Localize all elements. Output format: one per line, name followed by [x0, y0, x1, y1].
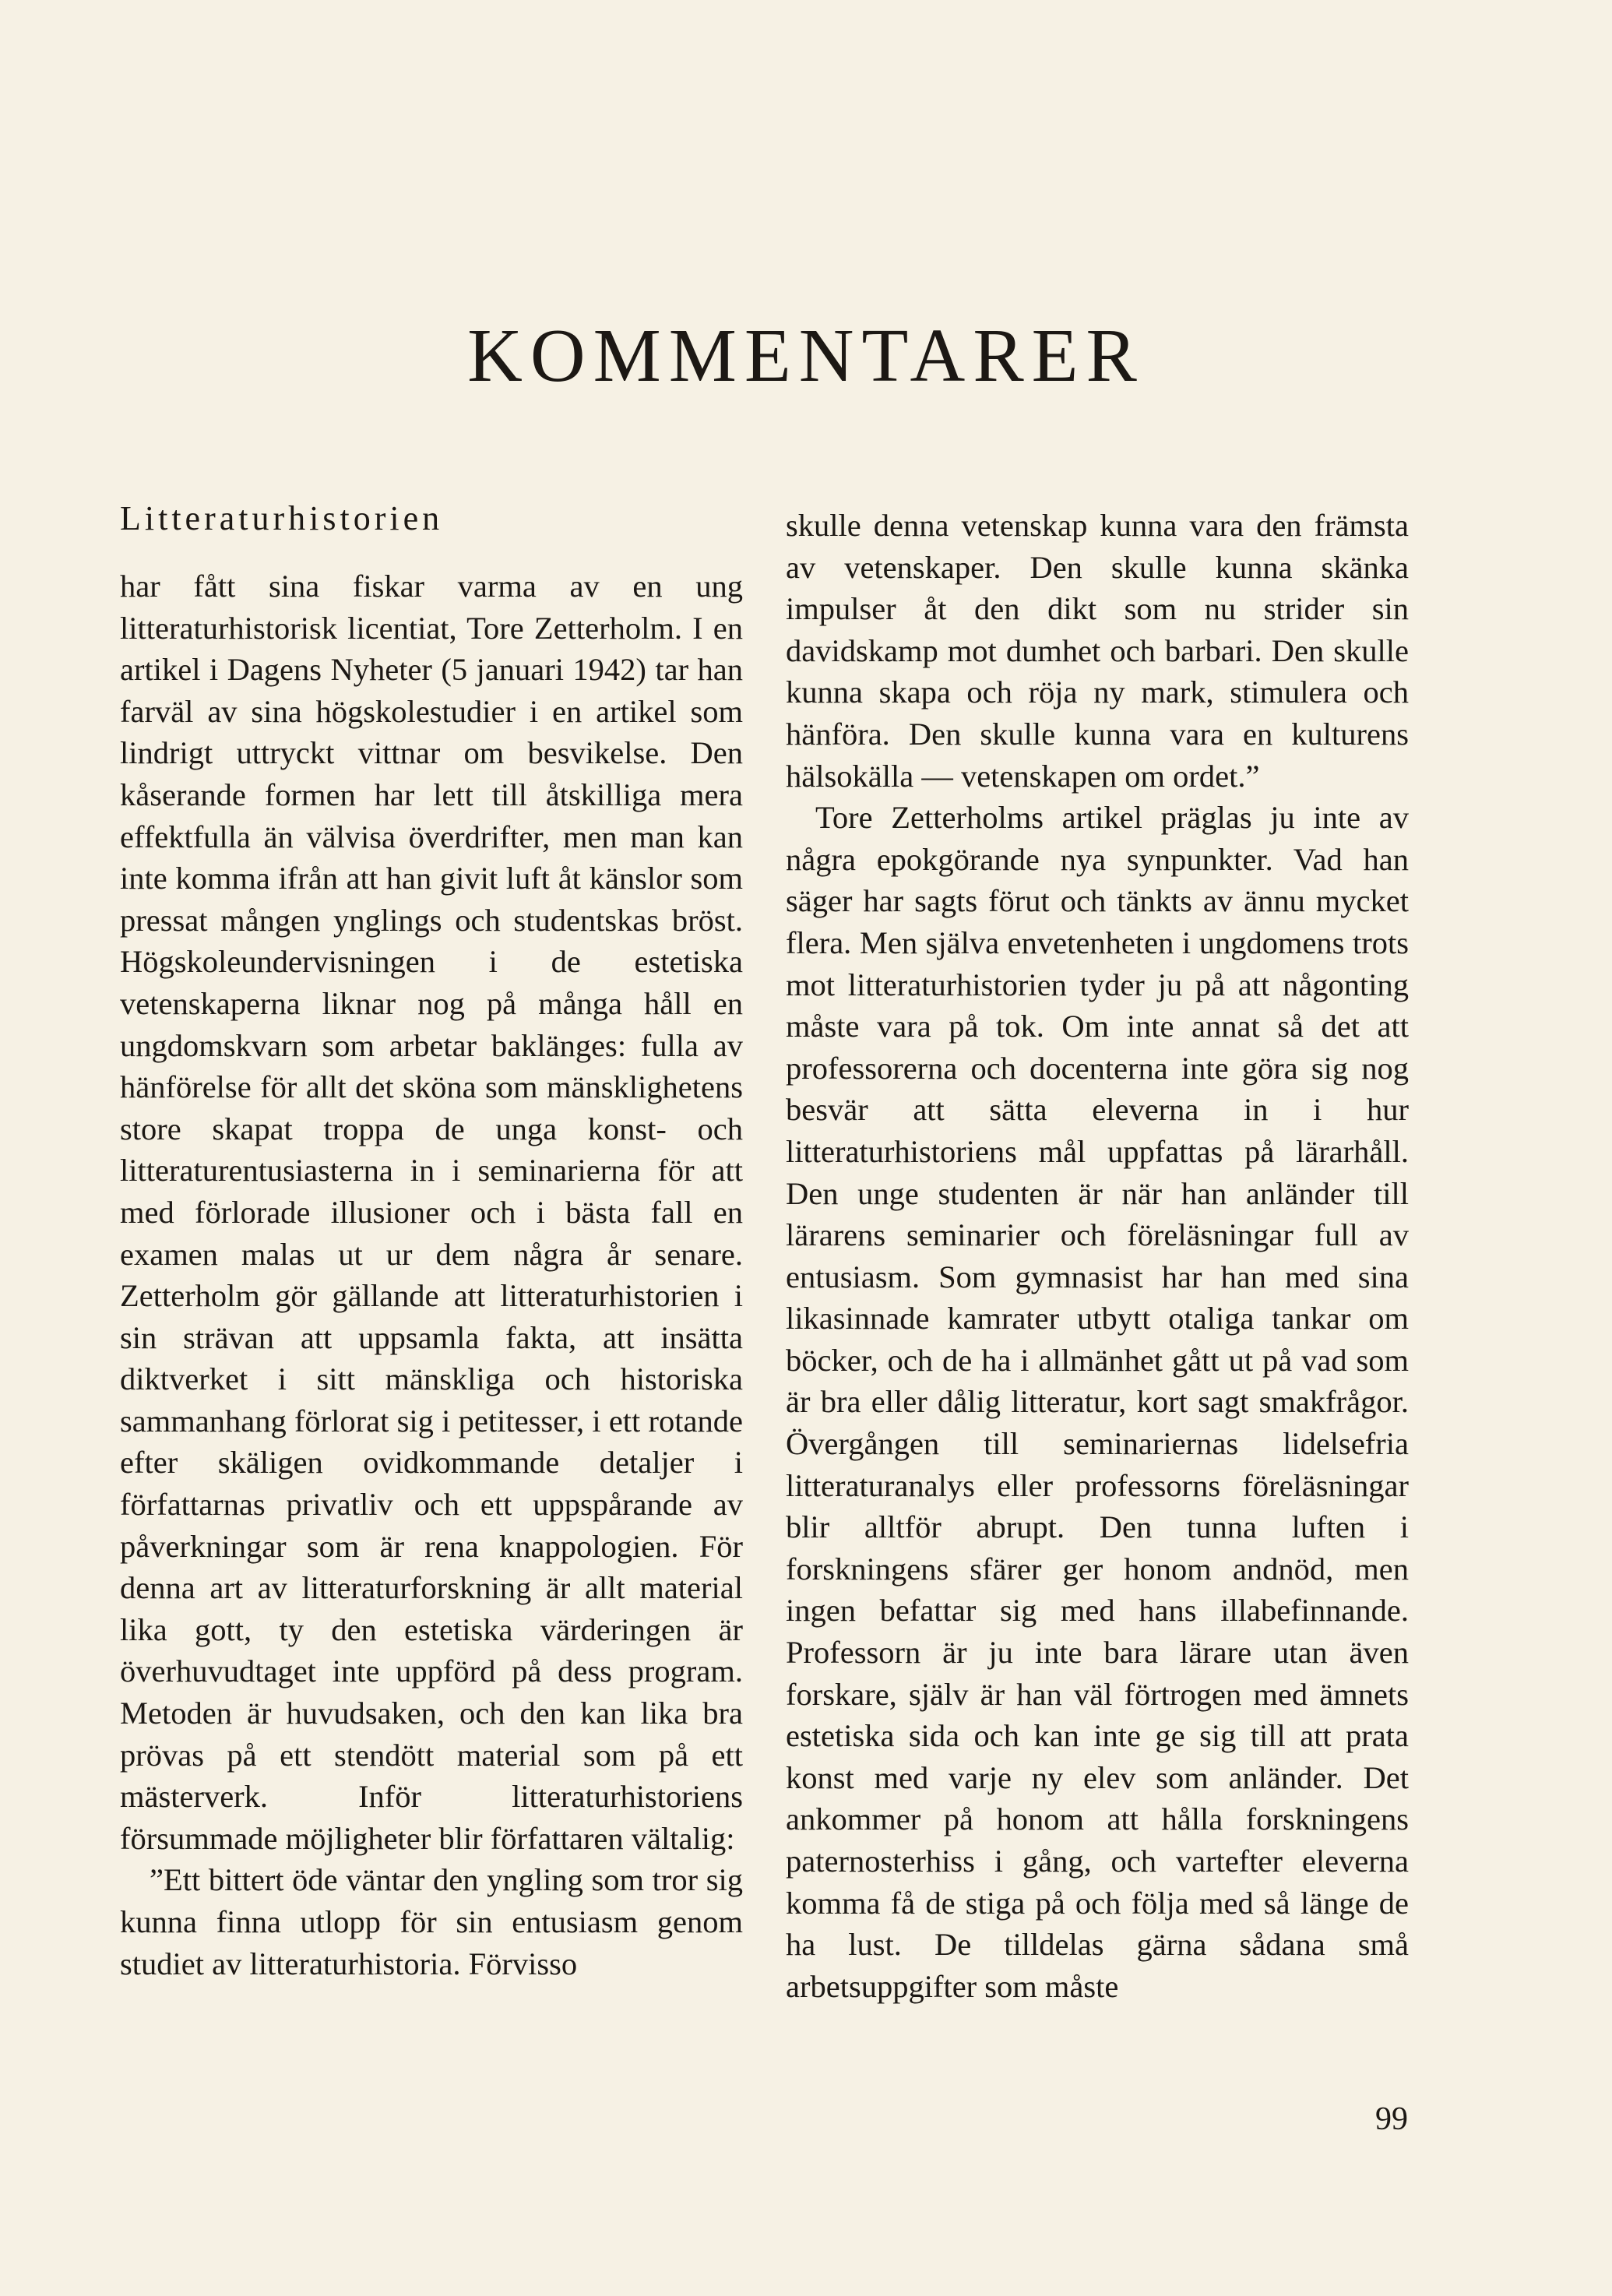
left-paragraph-2: ”Ett bittert öde väntar den yngling som tror sig kunna finna utlopp för sin entusiasm genom studiet av litteraturhistoria. Förvisso	[120, 1862, 743, 1981]
right-paragraph-2: Tore Zetterholms artikel präglas ju inte av några epokgörande nya synpunkter. Vad han säger har sagts förut och tänkts av ännu mycket flera. Men själva envetenheten i ungdomens trots mot litteraturhistorien tyder ju på att någonting måste vara på tok. Om inte annat så det att professorerna och docenterna inte göra sig nog besvär att sätta eleverna in i hur litteraturhistoriens mål uppfattas på lärarhåll. Den unge studenten är när han anländer till lärarens seminarier och föreläsningar full av entusiasm. Som gymnasist har han med sina likasinnade kamrater utbytt otaliga tankar om böcker, och de ha i allmänhet gått ut på vad som är bra eller dålig litteratur, kort sagt smakfrågor. Övergången till seminariernas lidelsefria litteraturanalys eller professorns föreläsningar blir alltför abrupt. Den tunna luften i forskningens sfärer ger honom andnöd, men ingen befattar sig med hans illabefinnande. Professorn är ju inte bara lärare utan även forskare, själv är han väl förtrogen med ämnets estetiska sida och kan inte ge sig till att prata konst med varje ny elev som anländer. Det ankommer på honom att hålla forskningens paternosterhiss i gång, och vartefter eleverna komma få de stiga på och följa med så länge de ha lust. De tilldelas gärna sådana små arbetsuppgifter som måste	[786, 800, 1409, 2004]
left-column	[120, 495, 743, 1984]
left-paragraph-1: har fått sina fiskar varma av en ung litteraturhistorisk licentiat, Tore Zetterholm. I en artikel i Dagens Nyheter (5 januari 1942) tar han farväl av sina högskolestudier i en artikel som lindrigt uttryckt vittnar om besvikelse. Den kåserande formen har lett till åtskilliga mera effektfulla än välvisa överdrifter, men man kan inte komma ifrån att han givit luft åt känslor som pressat mången ynglings och studentskas bröst. Högskoleundervisningen i de estetiska vetenskaperna liknar nog på många håll en ungdomskvarn som arbetar baklänges: fulla av hänförelse för allt det sköna som mänsklighetens store skapat troppa de unga konst- och litteraturentusiasterna in i seminarierna för att med förlorade illusioner och i bästa fall en examen malas ut ur dem några år senare. Zetterholm gör gällande att litteraturhistorien i sin strävan att uppsamla fakta, att insätta diktverket i sitt mänskliga och historiska sammanhang förlorat sig i petitesser, i ett rotande efter skäligen ovidkommande detaljer i författarnas privatliv och ett uppspårande av påverkningar som är rena knappologien. För denna art av litteraturforskning är allt material lika gott, ty den estetiska värderingen är överhuvudtaget inte uppförd på dess program. Metoden är huvudsaken, och den kan lika bra prövas på ett stendött material som på ett mästerverk. Inför litteraturhistoriens försummade möjligheter blir författaren vältalig:	[120, 569, 743, 1856]
right-paragraph-1: skulle denna vetenskap kunna vara den främsta av vetenskaper. Den skulle kunna skänka impulser åt den dikt som nu strider sin davidskamp mot dumhet och barbari. Den skulle kunna skapa och röja ny mark, stimulera och hänföra. Den skulle kunna vara en kulturens hälsokälla — vetenskapen om ordet.”	[786, 508, 1409, 794]
page-number: 99	[1375, 2101, 1408, 2137]
page-heading: KOMMENTARER	[467, 314, 1145, 398]
section-title: Litteraturhistorien	[120, 499, 444, 537]
right-column	[786, 505, 1409, 2007]
